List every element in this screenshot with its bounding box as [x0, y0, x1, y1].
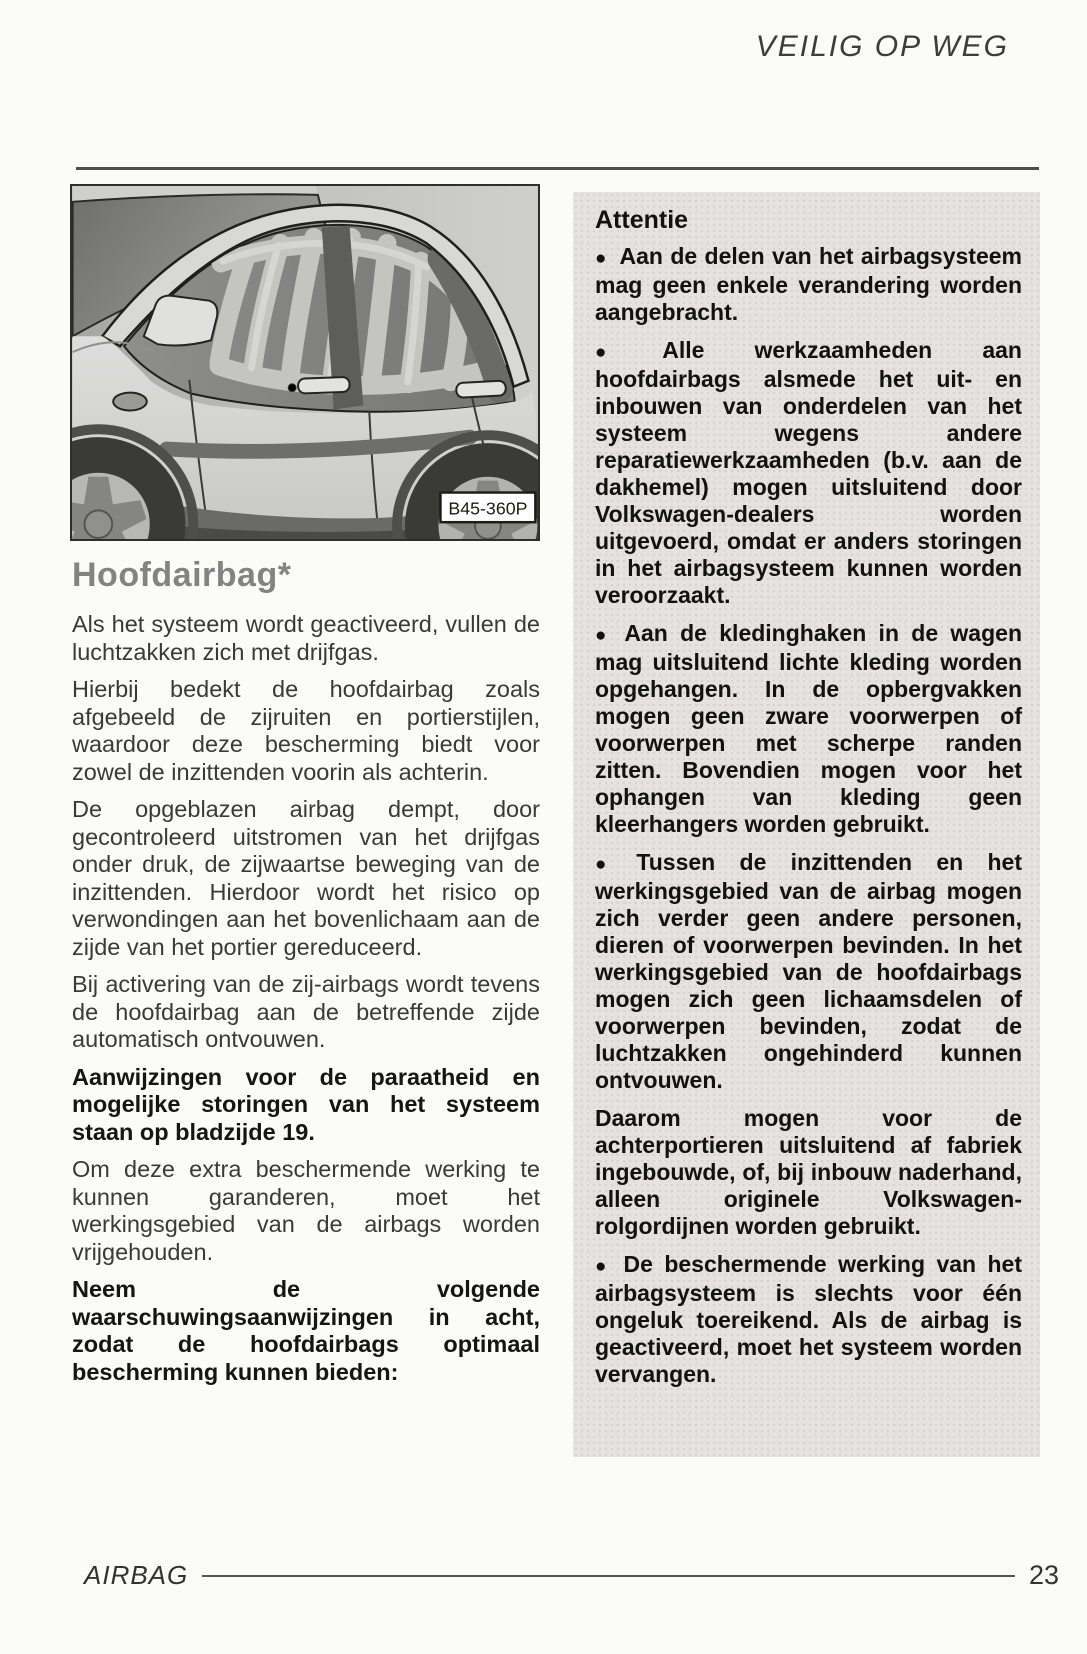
car-figure	[70, 184, 540, 541]
paragraph: Als het systeem wordt geactiveerd, vullen de luchtzakken zich met drijfgas.	[72, 611, 540, 665]
footer-page-number: 23	[1028, 1560, 1059, 1590]
front-door-handle	[298, 377, 350, 394]
attention-item	[595, 337, 1022, 609]
paragraph: Om deze extra beschermende werking te kunnen garanderen, moet het werkingsgebied van de airbags worden vrijgehouden.	[72, 1156, 540, 1265]
paragraph-bold: Neem de volgende waarschuwingsaanwijzingen in acht, zodat de hoofdairbags optimaal bescherming kunnen bieden:	[72, 1276, 540, 1385]
attention-item-text: Tussen de inzittenden en het werkingsgebied van de airbag mogen zich verder geen andere personen, dieren of voorwerpen bevinden. In het werkingsgebied van de hoofdairbags mogen zich geen lichaamsdelen of voorwerpen bevinden, zodat de luchtzakken ongehinderd kunnen ontvouwen.	[595, 849, 1023, 1093]
footer-section-label: AIRBAG	[84, 1560, 189, 1590]
figure-label: B45-360P	[448, 498, 528, 519]
rear-door-handle	[456, 380, 506, 397]
attention-item	[595, 243, 1022, 326]
attention-item-text: Daarom mogen voor de achterportieren uitsluitend af fabriek ingebouwde, of, bij inbouw naderhand, alleen originele Volkswagen-rolgordijnen worden gebruikt.	[595, 1105, 1022, 1239]
section-heading: Hoofdairbag*	[72, 556, 292, 594]
car-side-airbag-illustration	[72, 186, 538, 539]
attention-item	[595, 849, 1022, 1094]
bullet-icon: ●	[595, 625, 613, 646]
bullet-icon: ●	[595, 854, 625, 875]
page-footer	[84, 1560, 1059, 1591]
paragraph: De opgeblazen airbag dempt, door gecontroleerd uitstromen van het drijfgas onder druk, de zijwaartse beweging van de inzittenden. Hierdoor wordt het risico op verwondingen aan het bovenlichaam aan de zijde van het portier gereduceerd.	[72, 796, 540, 960]
attention-title: Attentie	[595, 206, 689, 234]
attention-item-text: Alle werkzaamheden aan hoofdairbags alsmede het uit- en inbouwen van onderdelen van het systeem wegens andere reparatiewerkzaamheden (b.v. aan de dakhemel) mogen uitsluitend door Volkswagen-dealers worden uitgevoerd, omdat er anders storingen in het airbagsysteem kunnen worden veroorzaakt.	[595, 337, 1022, 608]
attention-box	[573, 192, 1040, 1457]
bullet-icon: ●	[595, 1256, 612, 1277]
header-rule	[76, 167, 1039, 170]
attention-item	[595, 1105, 1022, 1240]
attention-item	[595, 620, 1022, 838]
paragraph: Bij activering van de zij-airbags wordt tevens de hoofdairbag aan de betreffende zijde automatisch ontvouwen.	[72, 971, 540, 1052]
attention-item-text: Aan de delen van het airbagsysteem mag geen enkele verandering worden aangebracht.	[595, 243, 1022, 325]
footer-rule	[202, 1575, 1015, 1577]
bullet-icon: ●	[595, 248, 608, 269]
left-column	[72, 556, 540, 1396]
paragraph: Hierbij bedekt de hoofdairbag zoals afgebeeld de zijruiten en portierstijlen, waardoor deze bescherming biedt voor zowel de inzittenden voorin als achterin.	[72, 676, 540, 785]
attention-item-text: De beschermende werking van het airbagsysteem is slechts voor één ongeluk toereikend. Als de airbag is geactiveerd, moet het systeem worden vervangen.	[595, 1251, 1022, 1387]
paragraph-bold: Aanwijzingen voor de paraatheid en mogelijke storingen van het systeem staan op bladzijde 19.	[72, 1063, 540, 1145]
figure-label-box	[440, 493, 535, 523]
bullet-icon: ●	[595, 342, 651, 363]
attention-item-text: Aan de kledinghaken in de wagen mag uitsluitend lichte kleding worden opgehangen. In de opbergvakken mogen geen zware voorwerpen of voorwerpen met scherpe randen zitten. Bovendien mogen voor het ophangen van kleding geen kleerhangers worden gebruikt.	[595, 620, 1022, 837]
attention-item	[595, 1251, 1022, 1388]
page-header-title: VEILIG OP WEG	[755, 30, 1009, 63]
side-indicator	[113, 393, 147, 411]
